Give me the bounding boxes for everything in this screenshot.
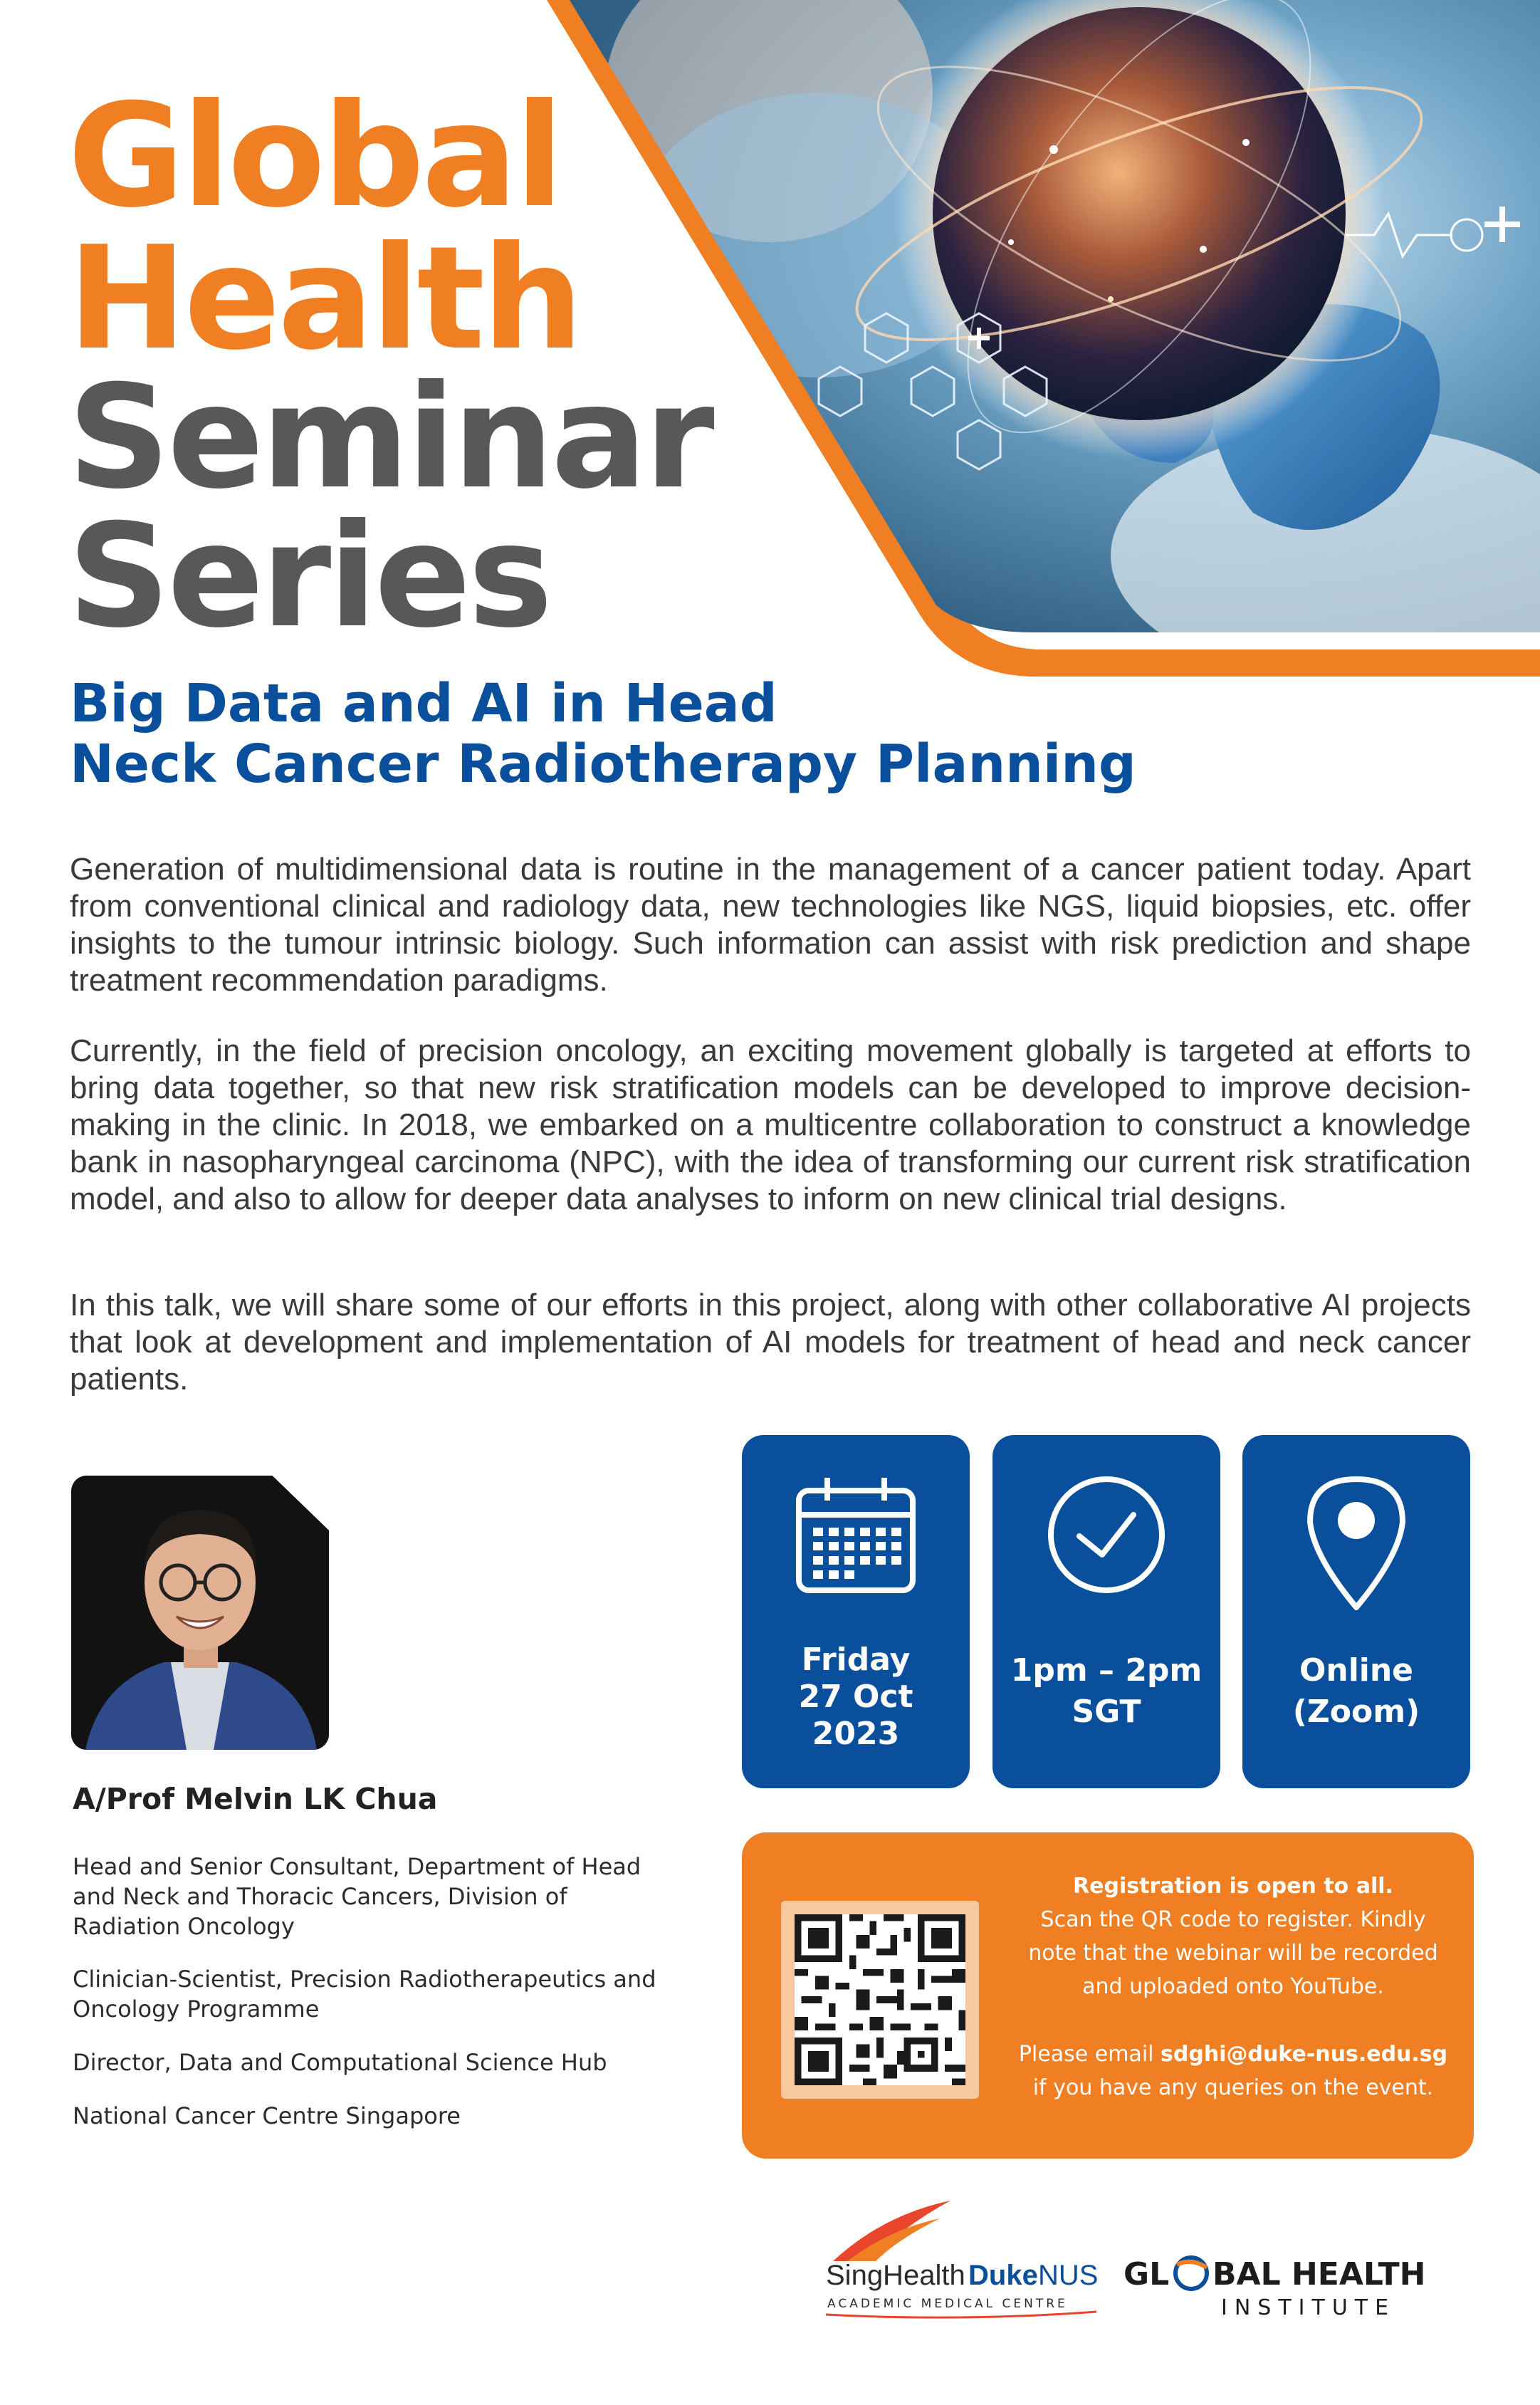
registration-box	[742, 1832, 1474, 2159]
abstract-paragraph-1: Generation of multidimensional data is routine in the management of a cancer patient today. Apart from conventional clinical and radiology data, new technologies like NGS, liquid biopsies, etc. offer insights to the tumour intrinsic biology. Such information can assist with risk prediction and shape treatment recommendation paradigms.	[70, 852, 1471, 998]
title-line-health: Health	[68, 216, 581, 382]
speaker-role-2: Clinician-Scientist, Precision Radiotherapeutics and Oncology Programme	[73, 1966, 656, 2023]
talk-title-line2: Neck Cancer Radiotherapy Planning	[70, 734, 1136, 795]
partner-logos	[819, 2193, 1474, 2322]
registration-line1: Scan the QR code to register. Kindly	[1040, 1907, 1426, 1932]
registration-email-link[interactable]: sdghi@duke-nus.edu.sg	[1161, 2042, 1448, 2067]
singhealth-swoosh-icon	[833, 2201, 950, 2261]
date-day: Friday	[801, 1642, 911, 1678]
registration-email-line	[1016, 2038, 1450, 2071]
registration-heading: Registration is open to all.	[1073, 1874, 1393, 1899]
title-line-series: Series	[68, 494, 550, 659]
registration-email-prefix: Please email	[1018, 2042, 1161, 2067]
calendar-icon	[792, 1471, 920, 1599]
global-health-institute-logo	[1123, 2256, 1425, 2320]
speaker-role-4: National Cancer Centre Singapore	[73, 2102, 461, 2129]
date-date: 27 Oct	[798, 1679, 913, 1715]
speaker-photo	[71, 1476, 329, 1750]
time-range: 1pm – 2pm	[1010, 1652, 1203, 1689]
registration-line5: if you have any queries on the event.	[1032, 2075, 1434, 2100]
venue-card	[1242, 1435, 1470, 1788]
speaker-role-1: Head and Senior Consultant, Department of Head and Neck and Thoracic Cancers, Division of Radiation Oncology	[73, 1853, 641, 1940]
ghi-text-institute: INSTITUTE	[1221, 2295, 1396, 2320]
title-line-global: Global	[68, 73, 561, 239]
globe-icon	[1175, 2258, 1207, 2289]
speaker-name: A/Prof Melvin LK Chua	[73, 1782, 438, 1816]
abstract-paragraph-2: Currently, in the field of precision oncology, an exciting movement globally is targeted at efforts to bring data together, so that new risk stratification models can be developed to improve decision-making in the clinic. In 2018, we embarked on a multicentre collaboration to construct a knowledge bank in nasopharyngeal carcinoma (NPC), with the idea of transforming our current risk stratification model, and also to allow for deeper data analyses to inform on new clinical trial designs.	[70, 1033, 1471, 1216]
speaker-role-3: Director, Data and Computational Science Hub	[73, 2049, 607, 2076]
venue-line2: (Zoom)	[1292, 1694, 1420, 1730]
ghi-text-gl: GL	[1123, 2256, 1170, 2292]
clock-icon	[1042, 1471, 1170, 1599]
ghi-text-bal-health: BAL HEALTH	[1212, 2256, 1426, 2292]
time-card	[992, 1435, 1220, 1788]
registration-line3: and uploaded onto YouTube.	[1082, 1974, 1384, 1999]
title-line-seminar: Seminar	[68, 355, 712, 521]
registration-line2: note that the webinar will be recorded	[1028, 1941, 1438, 1966]
qr-code-icon	[795, 1914, 965, 2085]
date-card	[742, 1435, 970, 1788]
qr-code[interactable]	[781, 1901, 979, 2099]
amc-text: ACADEMIC MEDICAL CENTRE	[827, 2297, 1068, 2311]
nus-text: NUS	[1038, 2260, 1099, 2291]
time-zone: SGT	[1072, 1694, 1141, 1730]
singhealth-dukenus-logo	[826, 2201, 1098, 2317]
venue-line1: Online	[1299, 1652, 1414, 1689]
date-year: 2023	[812, 1716, 900, 1752]
abstract-paragraph-3: In this talk, we will share some of our efforts in this project, along with other collaborative AI projects that look at development and implementation of AI models for treatment of head and neck cancer patients.	[70, 1288, 1471, 1397]
location-pin-icon	[1292, 1471, 1420, 1613]
singhealth-text: SingHealth	[826, 2260, 965, 2291]
duke-text: Duke	[968, 2260, 1038, 2291]
talk-title-line1: Big Data and AI in Head	[70, 673, 777, 734]
